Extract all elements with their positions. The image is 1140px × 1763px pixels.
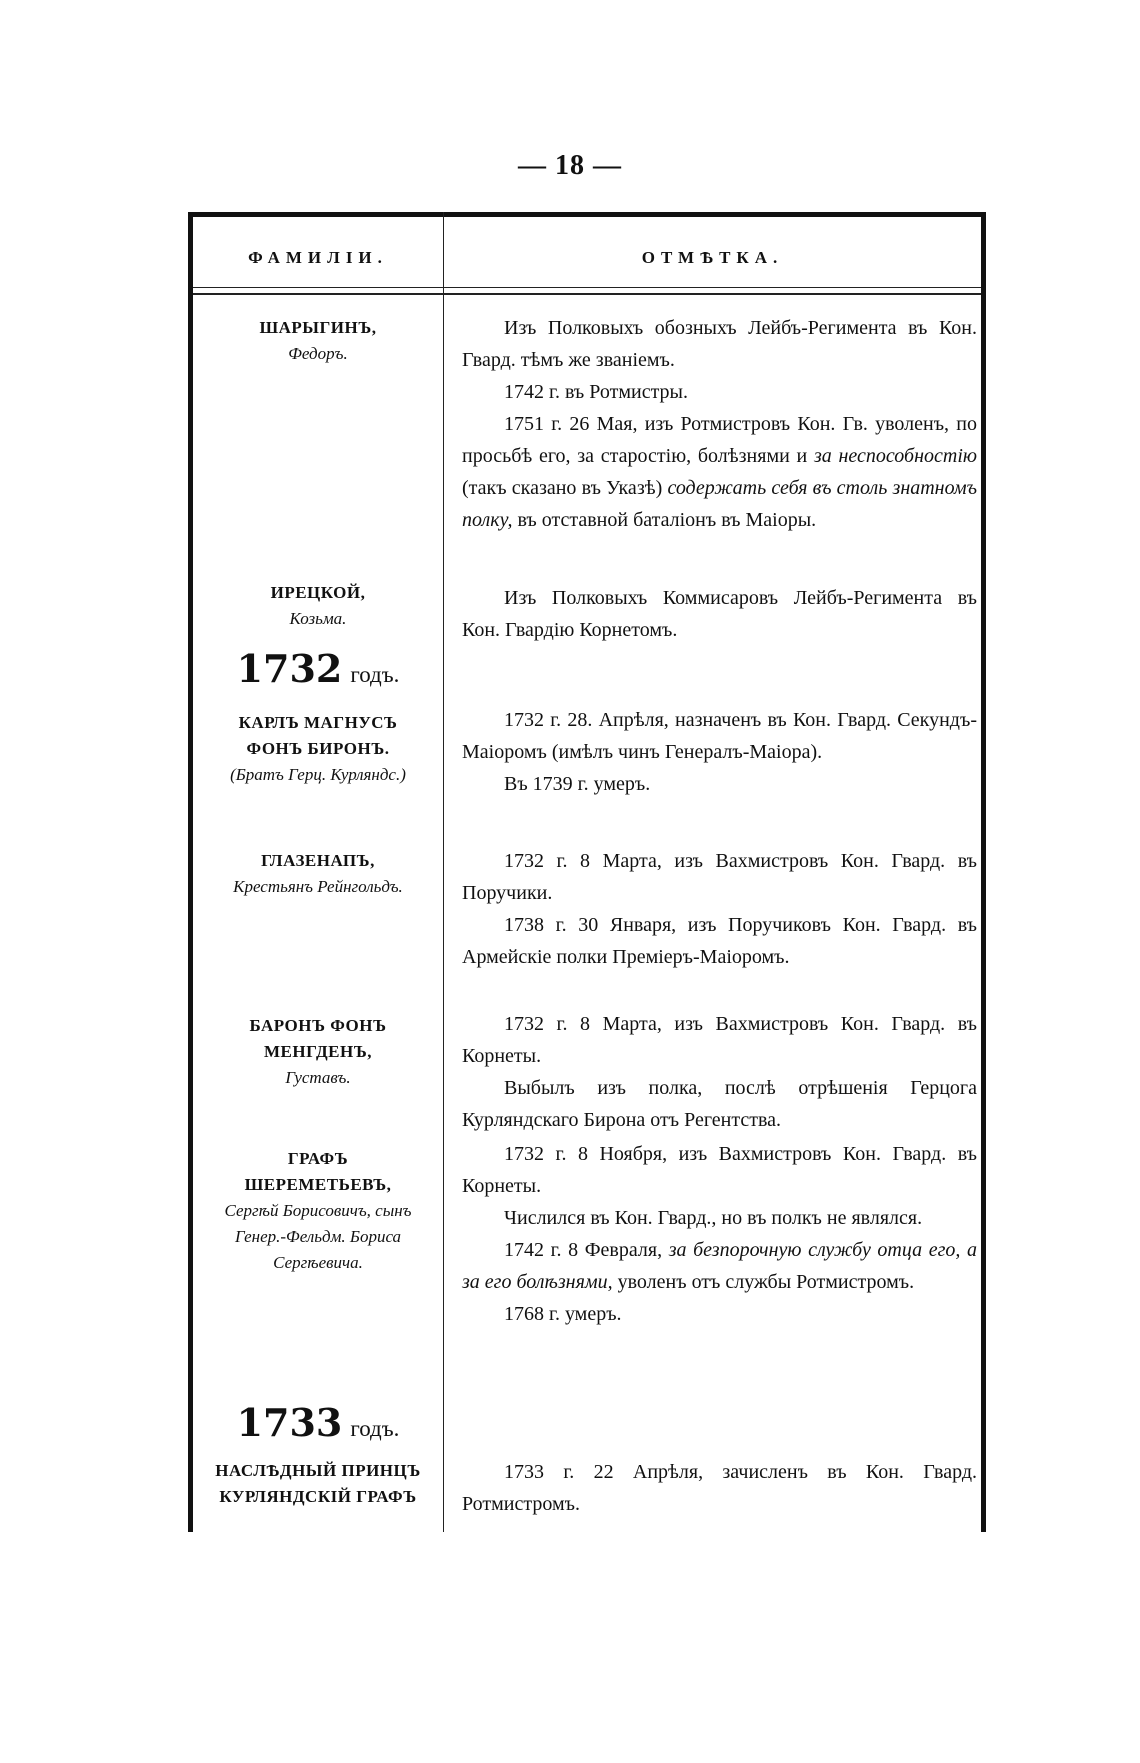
header-rule-double bbox=[193, 293, 981, 295]
page-number: — 18 — bbox=[518, 150, 622, 181]
remark-text: 1742 г. 8 Февраля, bbox=[504, 1239, 669, 1261]
remark-text: въ отставной баталіонъ въ Маіоры. bbox=[512, 509, 817, 531]
remark-line bbox=[462, 1234, 977, 1298]
given-name: Сергѣевича. bbox=[273, 1253, 363, 1272]
surname: ГЛАЗЕНАПЪ, bbox=[261, 851, 375, 870]
entry-name-sheremetev bbox=[196, 1146, 440, 1276]
remark-italic: содержать себя въ столь знатномъ полку, bbox=[462, 477, 977, 531]
surname: ШЕРЕМЕТЬЕВЪ, bbox=[244, 1175, 392, 1194]
surname: КУРЛЯНДСКІЙ ГРАФЪ bbox=[219, 1487, 417, 1506]
given-name: Генер.-Фельдм. Бориса bbox=[234, 1227, 402, 1246]
remark-line: 1742 г. въ Ротмистры. bbox=[504, 381, 688, 403]
remark-line: 1738 г. 30 Января, изъ Поручиковъ Кон. Гвард. въ Армейскіе полки Преміеръ-Маіоромъ. bbox=[462, 914, 977, 968]
surname: КАРЛЪ МАГНУСЪ bbox=[238, 713, 398, 732]
entry-name-prince bbox=[196, 1458, 440, 1510]
surname: ФОНЪ БИРОНЪ. bbox=[246, 739, 390, 758]
remark-line: 1768 г. умеръ. bbox=[504, 1303, 622, 1325]
remark-line: 1732 г. 8 Марта, изъ Вахмистровъ Кон. Гвард. въ Корнеты. bbox=[462, 1013, 977, 1067]
remark-italic: за неспособностію bbox=[813, 445, 977, 467]
year-word: годъ. bbox=[350, 1416, 400, 1441]
remark-text: (такъ сказано въ Указѣ) bbox=[462, 477, 668, 499]
surname: ШАРЫГИНЪ, bbox=[259, 318, 377, 337]
remark-line: Изъ Полковыхъ обозныхъ Лейбъ-Регимента въ Кон. Гвард. тѣмъ же званіемъ. bbox=[462, 317, 977, 371]
remark-line bbox=[462, 408, 977, 536]
entry-remark-mengden bbox=[462, 1008, 977, 1136]
entry-remark-sheremetev bbox=[462, 1138, 977, 1330]
year-word: годъ. bbox=[350, 662, 400, 687]
entry-remark-biron bbox=[462, 704, 977, 800]
entry-remark-glazenap bbox=[462, 845, 977, 973]
entry-remark-prince bbox=[462, 1456, 977, 1520]
year-number: 1732 bbox=[236, 646, 343, 691]
surname: БАРОНЪ ФОНЪ bbox=[249, 1016, 387, 1035]
year-heading-1733 bbox=[196, 1400, 440, 1445]
column-header-remarks: ОТМѢТКА. bbox=[641, 248, 784, 267]
given-name: (Братъ Герц. Курляндс.) bbox=[230, 765, 406, 784]
remark-text: 1751 г. 26 Мая, изъ Ротмистровъ Кон. Гв. уволенъ, по просьбѣ его, за старостію, болѣзнями и bbox=[462, 413, 977, 467]
given-name: Козьма. bbox=[289, 609, 347, 628]
column-divider bbox=[443, 212, 444, 1532]
entry-remark-sharygin bbox=[462, 312, 977, 536]
entry-remark-iretskoy bbox=[462, 582, 977, 646]
year-heading-1732 bbox=[196, 646, 440, 691]
surname: МЕНГДЕНЪ, bbox=[264, 1042, 372, 1061]
header-rule bbox=[193, 287, 981, 288]
entry-name-mengden bbox=[196, 1013, 440, 1091]
remark-line: 1732 г. 28. Апрѣля, назначенъ въ Кон. Гвард. Секундъ-Маіоромъ (имѣлъ чинъ Генералъ-Маіора). bbox=[462, 709, 977, 763]
remark-line: Изъ Полковыхъ Коммисаровъ Лейбъ-Регимента въ Кон. Гвардію Корнетомъ. bbox=[462, 587, 977, 641]
entry-name-iretskoy bbox=[196, 580, 440, 632]
column-header-surnames: ФАМИЛІИ. bbox=[248, 248, 388, 267]
remark-text: уволенъ отъ службы Ротмистромъ. bbox=[612, 1271, 915, 1293]
remark-italic: за безпорочную службу отца его, а за его болѣзнями, bbox=[462, 1239, 977, 1293]
year-number: 1733 bbox=[236, 1400, 343, 1445]
title: ГРАФЪ bbox=[287, 1149, 349, 1168]
remark-line: Выбылъ изъ полка, послѣ отрѣшенія Герцога Курляндскаго Бирона отъ Регентства. bbox=[462, 1077, 977, 1131]
given-name: Федоръ. bbox=[288, 344, 348, 363]
entry-name-glazenap bbox=[196, 848, 440, 900]
remark-line: 1733 г. 22 Апрѣля, зачисленъ въ Кон. Гвард. Ротмистромъ. bbox=[462, 1461, 977, 1515]
remark-line: 1732 г. 8 Ноября, изъ Вахмистровъ Кон. Гвард. въ Корнеты. bbox=[462, 1143, 977, 1197]
entry-name-biron bbox=[196, 710, 440, 788]
surname: ИРЕЦКОЙ, bbox=[270, 583, 366, 602]
surname: НАСЛѢДНЫЙ ПРИНЦЪ bbox=[215, 1461, 421, 1480]
remark-line: Числился въ Кон. Гвард., но въ полкъ не являлся. bbox=[504, 1207, 923, 1229]
remark-line: 1732 г. 8 Марта, изъ Вахмистровъ Кон. Гвард. въ Поручики. bbox=[462, 850, 977, 904]
given-name: Сергѣй Борисовичъ, сынъ bbox=[224, 1201, 412, 1220]
entry-name-sharygin bbox=[196, 315, 440, 367]
given-name: Крестьянъ Рейнгольдъ. bbox=[233, 877, 403, 896]
remark-line: Въ 1739 г. умеръ. bbox=[504, 773, 651, 795]
given-name: Густавъ. bbox=[285, 1068, 351, 1087]
